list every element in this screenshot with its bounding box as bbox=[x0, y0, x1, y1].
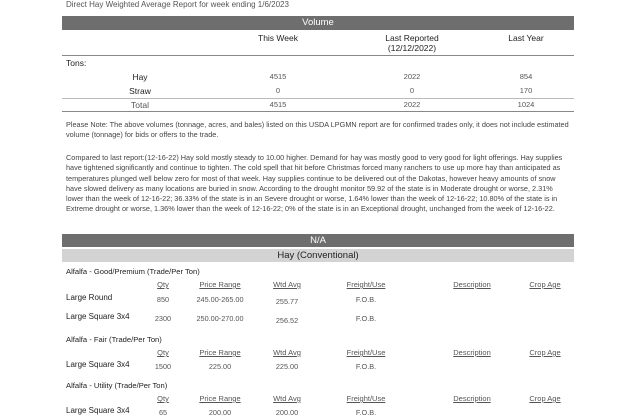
row-price-range: 225.00 bbox=[208, 362, 232, 371]
row-description: Large Square 3x4 bbox=[66, 312, 130, 321]
hay-conventional-bar: Hay (Conventional) bbox=[62, 249, 574, 262]
crop-age-header: Crop Age bbox=[529, 280, 561, 289]
wtd-avg-header: Wtd Avg bbox=[273, 348, 301, 357]
description-header: Description bbox=[453, 280, 491, 289]
price-range-header: Price Range bbox=[199, 280, 241, 289]
volume-last-reported: 0 bbox=[409, 86, 415, 95]
row-wtd-avg: 256.52 bbox=[275, 316, 299, 325]
row-description: Large Round bbox=[66, 293, 113, 302]
row-wtd-avg: 255.77 bbox=[275, 297, 299, 306]
freight-header: Freight/Use bbox=[346, 348, 386, 357]
volume-section-header: Volume bbox=[62, 16, 574, 30]
price-range-header: Price Range bbox=[199, 348, 241, 357]
volume-note: Please Note: The above volumes (tonnage, acres, and bales) listed on this USDA LPGMN report are for confirmed trades only, it does not include estimated volume (tonnage) for bids or offers to the trade. bbox=[66, 120, 569, 140]
col-last-reported: Last Reported bbox=[385, 33, 439, 43]
section-title: Alfalfa - Fair (Trade/Per Ton) bbox=[66, 335, 162, 344]
row-price-range: 245.00-265.00 bbox=[196, 295, 244, 304]
volume-bottom-divider bbox=[62, 111, 574, 112]
volume-this-week: 0 bbox=[275, 86, 281, 95]
wtd-avg-header: Wtd Avg bbox=[273, 394, 301, 403]
description-header: Description bbox=[453, 348, 491, 357]
volume-last-year: 854 bbox=[519, 72, 533, 81]
crop-age-header: Crop Age bbox=[529, 348, 561, 357]
volume-last-year: 170 bbox=[519, 86, 533, 95]
col-this-week: This Week bbox=[258, 33, 298, 43]
qty-header: Qty bbox=[157, 348, 169, 357]
row-freight: F.O.B. bbox=[355, 362, 377, 371]
volume-divider bbox=[62, 55, 574, 56]
row-wtd-avg: 225.00 bbox=[275, 362, 299, 371]
volume-this-week: 4515 bbox=[269, 100, 287, 109]
qty-header: Qty bbox=[157, 280, 169, 289]
description-header: Description bbox=[453, 394, 491, 403]
wtd-avg-header: Wtd Avg bbox=[273, 280, 301, 289]
col-last-reported-date: (12/12/2022) bbox=[387, 43, 437, 53]
crop-age-header: Crop Age bbox=[529, 394, 561, 403]
price-range-header: Price Range bbox=[199, 394, 241, 403]
row-qty: 1500 bbox=[154, 362, 172, 371]
report-title: Direct Hay Weighted Average Report for week ending 1/6/2023 bbox=[66, 0, 289, 9]
row-qty: 65 bbox=[158, 408, 168, 417]
row-freight: F.O.B. bbox=[355, 408, 377, 417]
row-freight: F.O.B. bbox=[355, 295, 377, 304]
market-commentary: Compared to last report:(12-16-22) Hay sold mostly steady to 10.00 higher. Demand for hay was mostly good to very good for light offerings. Hay supplies have tightened significantly and continue to tighten. The cold spell that hit before Christmas forced many ranchers to use up more hay than anticipated as temperatures plunged well below zero for most of that week. Hay supplies continue to be delivered out of the Dakotas, however heavy amounts of snow have slowed delivery as many locations are buried in snow. According to the drought monitor 59.92 of the state is in Moderate drought or worse, 2.31% lower than the week of 12-16-22; 36.33% of the state is in an Severe drought or worse, 1.64% lower than the week of 12-16-22; 10.80% of the state is in Extreme drought or worse, 1.36% lower than the week of 12-16-22; 0% of the state is in an Exceptional drought, unchanged from the week of 12-16-22. bbox=[66, 153, 563, 214]
col-last-year: Last Year bbox=[508, 33, 544, 43]
section-title: Alfalfa - Good/Premium (Trade/Per Ton) bbox=[66, 267, 200, 276]
row-qty: 2300 bbox=[154, 314, 172, 323]
volume-row-label: Hay bbox=[132, 72, 148, 82]
row-description: Large Square 3x4 bbox=[66, 360, 130, 369]
tons-label: Tons: bbox=[66, 58, 87, 68]
row-price-range: 200.00 bbox=[208, 408, 232, 417]
volume-row-label: Total bbox=[131, 100, 149, 110]
row-wtd-avg: 200.00 bbox=[275, 408, 299, 417]
section-title: Alfalfa - Utility (Trade/Per Ton) bbox=[66, 381, 168, 390]
freight-header: Freight/Use bbox=[346, 394, 386, 403]
row-description: Large Square 3x4 bbox=[66, 406, 130, 415]
total-divider bbox=[62, 98, 574, 99]
row-price-range: 250.00-270.00 bbox=[196, 314, 244, 323]
qty-header: Qty bbox=[157, 394, 169, 403]
volume-last-reported: 2022 bbox=[403, 72, 421, 81]
volume-row-label: Straw bbox=[129, 86, 151, 96]
volume-last-year: 1024 bbox=[517, 100, 535, 109]
row-qty: 850 bbox=[156, 295, 170, 304]
row-freight: F.O.B. bbox=[355, 314, 377, 323]
volume-this-week: 4515 bbox=[269, 72, 287, 81]
freight-header: Freight/Use bbox=[346, 280, 386, 289]
na-bar: N/A bbox=[62, 234, 574, 247]
volume-last-reported: 2022 bbox=[403, 100, 421, 109]
